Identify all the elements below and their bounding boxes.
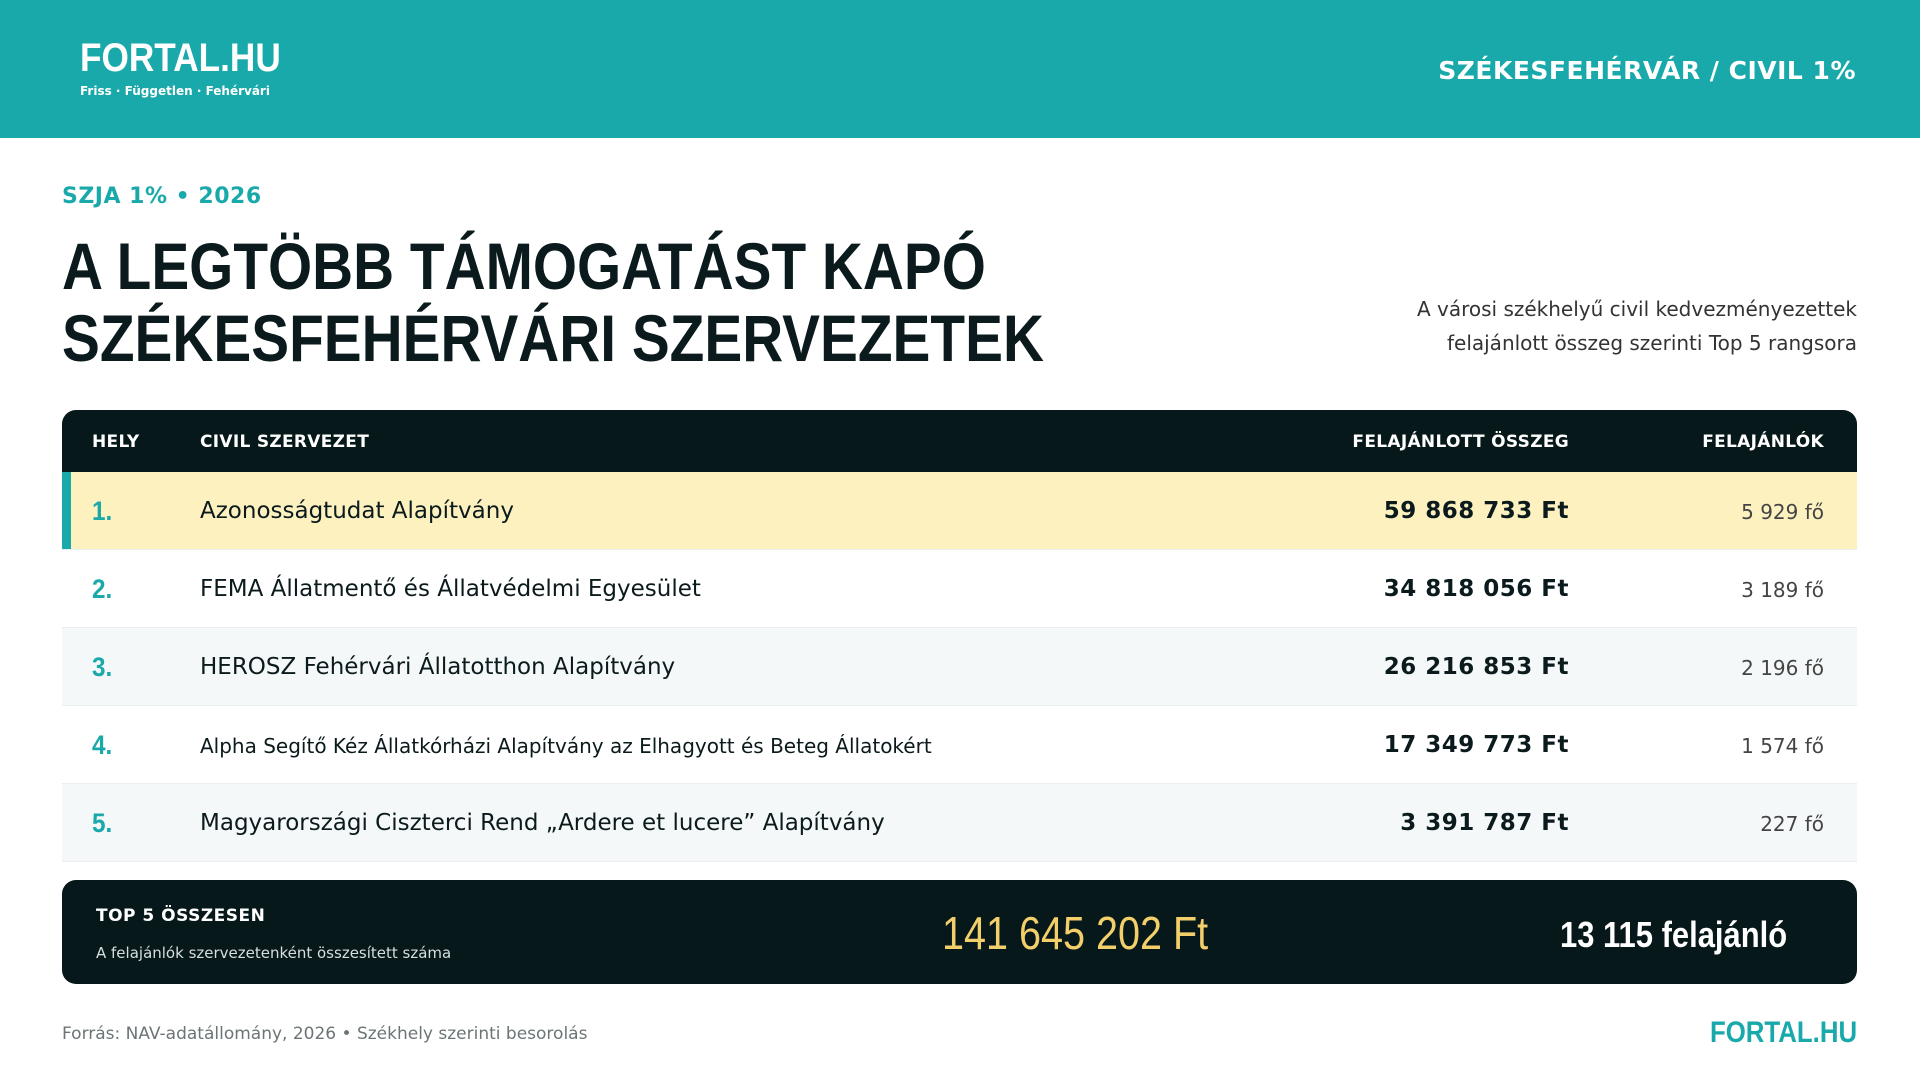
kicker: SZJA 1% • 2026 [62, 184, 262, 209]
ranking-table [62, 410, 1857, 862]
column-header-org: CIVIL SZERVEZET [200, 432, 370, 452]
top-banner [0, 0, 1920, 138]
org-name: Azonosságtudat Alapítvány [200, 498, 514, 524]
page-title-line-1: A LEGTÖBB TÁMOGATÁST KAPÓ [62, 229, 986, 303]
subtitle-line-2: felajánlott összeg szerinti Top 5 rangsora [1446, 331, 1857, 355]
column-header-donors: FELAJÁNLÓK [1702, 432, 1824, 452]
column-header-amount: FELAJÁNLOTT ÖSSZEG [1352, 432, 1569, 452]
rank-number: 2. [92, 574, 113, 604]
total-summary-bar [62, 880, 1857, 984]
donation-amount: 3 391 787 Ft [1400, 810, 1569, 836]
donation-amount: 34 818 056 Ft [1383, 576, 1569, 602]
donation-amount: 59 868 733 Ft [1383, 498, 1569, 524]
source-note: Forrás: NAV-adatállomány, 2026 • Székhely szerinti besorolás [62, 1024, 588, 1044]
site-logo[interactable] [80, 36, 308, 98]
page-title-line-2: SZÉKESFEHÉRVÁRI SZERVEZETEK [62, 301, 1044, 375]
logo-text: FORTAL.HU [80, 36, 281, 80]
total-amount: 141 645 202 Ft [942, 907, 1209, 959]
section-label: SZÉKESFEHÉRVÁR / CIVIL 1% [1438, 56, 1856, 85]
org-name: Alpha Segítő Kéz Állatkórházi Alapítvány az Elhagyott és Beteg Állatokért [200, 734, 932, 758]
logo-tagline: Friss · Független · Fehérvári [80, 84, 270, 98]
table-row [62, 628, 1857, 706]
donor-count: 5 929 fő [1741, 500, 1824, 524]
page-title [62, 230, 1044, 374]
donation-amount: 17 349 773 Ft [1383, 732, 1569, 758]
org-name: Magyarországi Ciszterci Rend „Ardere et lucere” Alapítvány [200, 810, 885, 836]
total-subtitle: A felajánlók szervezetenként összesített száma [96, 944, 452, 962]
table-row [62, 784, 1857, 862]
donor-count: 3 189 fő [1741, 578, 1824, 602]
column-header-place: HELY [92, 432, 140, 452]
rank-number: 3. [92, 652, 113, 682]
rank-number: 1. [92, 496, 113, 526]
donor-count: 2 196 fő [1741, 656, 1824, 680]
subtitle [1417, 292, 1857, 360]
total-title: TOP 5 ÖSSZESEN [96, 906, 266, 926]
rank-number: 4. [92, 730, 113, 760]
donation-amount: 26 216 853 Ft [1383, 654, 1569, 680]
table-header [62, 410, 1857, 472]
total-donors: 13 115 felajánló [1559, 914, 1787, 955]
footer-brand-logo[interactable]: FORTAL.HU [1709, 1016, 1857, 1049]
donor-count: 227 fő [1760, 812, 1824, 836]
table-row [62, 550, 1857, 628]
org-name: FEMA Állatmentő és Állatvédelmi Egyesület [200, 576, 701, 602]
rank-number: 5. [92, 808, 113, 838]
donor-count: 1 574 fő [1741, 734, 1824, 758]
table-row [62, 706, 1857, 784]
org-name: HEROSZ Fehérvári Állatotthon Alapítvány [200, 654, 676, 680]
table-row [62, 472, 1857, 550]
subtitle-line-1: A városi székhelyű civil kedvezményezettek [1416, 297, 1857, 321]
